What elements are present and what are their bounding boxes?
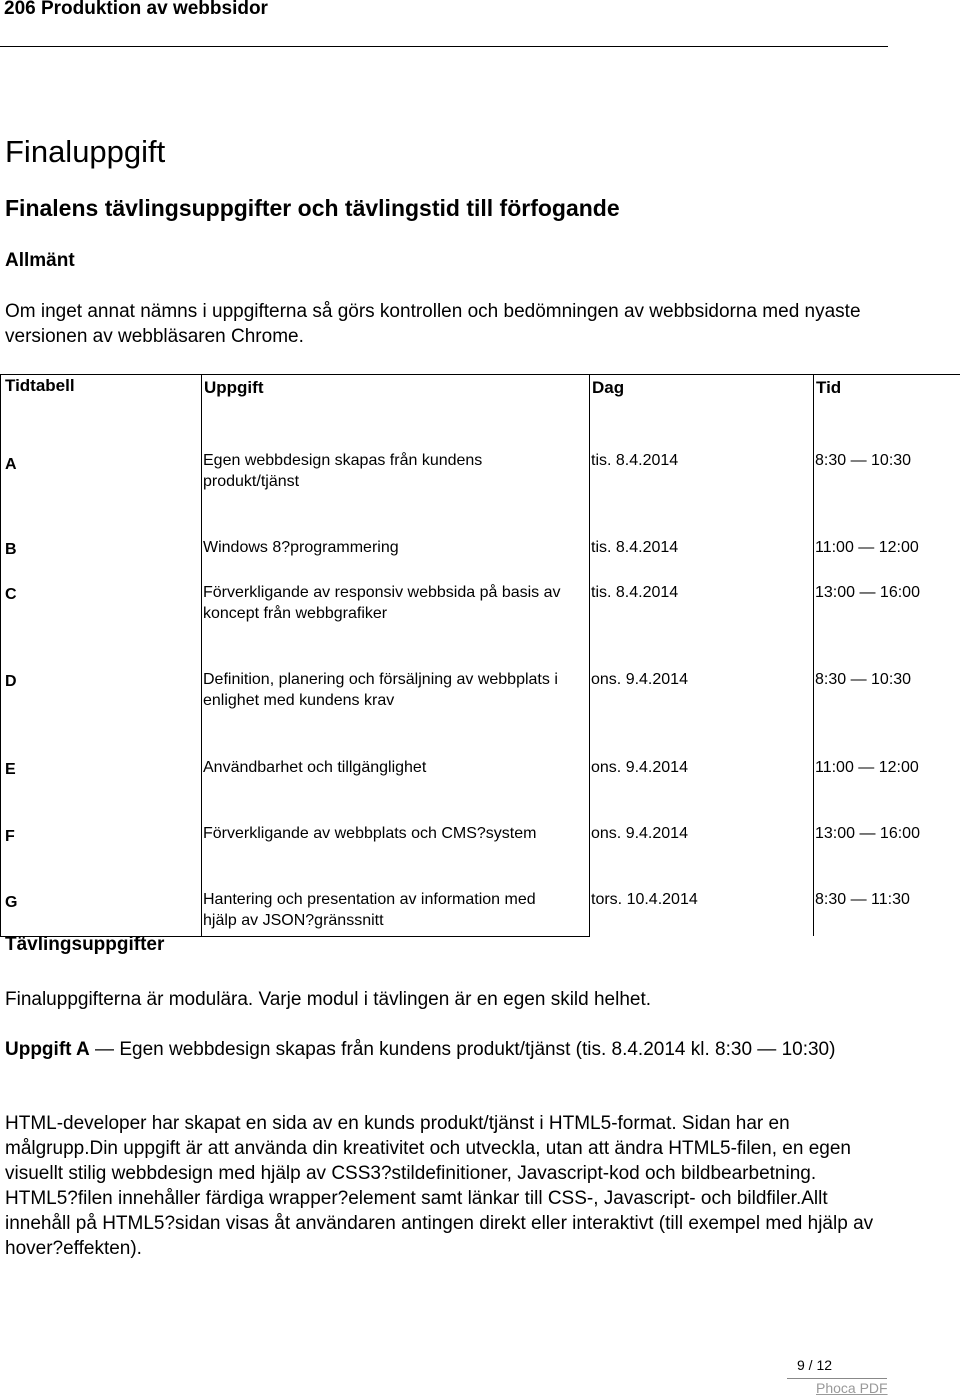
row-task [203, 582, 561, 624]
task-line: hjälp av JSON?gränssnitt [203, 912, 384, 929]
task-line: Förverkligande av webbplats och CMS?system [203, 825, 537, 842]
row-id: D [5, 673, 17, 690]
row-id: B [5, 541, 17, 558]
schedule-table [0, 374, 960, 936]
row-day: ons. 9.4.2014 [591, 759, 688, 776]
header-divider [0, 46, 888, 47]
page-title: Finaluppgift [5, 134, 166, 169]
table-border-top [0, 374, 960, 375]
row-day: tis. 8.4.2014 [591, 539, 679, 556]
task-a-paragraph [5, 1037, 885, 1062]
row-task [203, 537, 399, 558]
intro-paragraph: Om inget annat nämns i uppgifterna så görs kontrollen och bedömningen av webbsidorna med nyaste versionen av webbläsaren Chrome. [5, 301, 861, 347]
row-day: tis. 8.4.2014 [591, 584, 679, 601]
row-day: ons. 9.4.2014 [591, 825, 688, 842]
row-task [203, 823, 536, 844]
col-header-day: Dag [592, 378, 625, 397]
task-line: koncept från webbgrafiker [203, 605, 388, 622]
task-line: produkt/tjänst [203, 473, 300, 490]
task-a-description: HTML-developer har skapat en sida av en kunds produkt/tjänst i HTML5-format. Sidan har en målgrupp.Din uppgift är att använda din kreativitet och utveckla, utan att ändra HTML5-filen, en egen visuellt stilig webbdesign med hjälp av CSS3?stildefinitioner, Javascript-kod och bildbearbetning. HTML5?filen innehåller färdiga wrapper?element samt länkar till CSS-, Javascript- och bildfiler.Allt innehåll på HTML5?sidan visas åt användaren antingen direkt eller interaktivt (till exempel med hjälp av hover?effekten). [5, 1113, 874, 1259]
col-header-time: Tid [816, 378, 842, 397]
col-header-schedule: Tidtabell [5, 376, 75, 395]
task-line: Hantering och presentation av information med [203, 891, 536, 908]
col-header-task: Uppgift [204, 378, 264, 397]
task-line: Användbarhet och tillgänglighet [203, 759, 427, 776]
row-time: 11:00 — 12:00 [815, 539, 919, 556]
task-line: Windows 8?programmering [203, 539, 399, 556]
section-heading-tasks: Tävlingsuppgifter [5, 934, 165, 955]
row-time: 8:30 — 11:30 [815, 891, 910, 908]
table-col-divider [589, 374, 590, 936]
task-line: Förverkligande av responsiv webbsida på basis av [203, 584, 561, 601]
site-title: 206 Produktion av webbsidor [4, 0, 268, 19]
row-id: G [5, 894, 18, 911]
row-task [203, 757, 426, 778]
table-col-divider [813, 374, 814, 936]
row-day: tors. 10.4.2014 [591, 891, 698, 908]
row-time: 13:00 — 16:00 [815, 584, 920, 601]
footer-divider [787, 1378, 887, 1379]
task-line: enlighet med kundens krav [203, 692, 395, 709]
row-task [203, 669, 558, 711]
section-heading-general: Allmänt [5, 250, 75, 271]
subtitle: Finalens tävlingsuppgifter och tävlingstid till förfogande [5, 195, 620, 221]
row-id: A [5, 456, 17, 473]
row-id: C [5, 586, 17, 603]
row-time: 13:00 — 16:00 [815, 825, 920, 842]
table-border-left [0, 374, 1, 936]
task-a-text: — Egen webbdesign skapas från kundens produkt/tjänst (tis. 8.4.2014 kl. 8:30 — 10:30) [89, 1039, 836, 1060]
row-time: 8:30 — 10:30 [815, 671, 912, 688]
row-day: ons. 9.4.2014 [591, 671, 688, 688]
task-line: Definition, planering och försäljning av webbplats i [203, 671, 558, 688]
row-id: E [5, 761, 16, 778]
row-task [203, 889, 536, 931]
row-time: 8:30 — 10:30 [815, 452, 912, 469]
row-time: 11:00 — 12:00 [815, 759, 919, 776]
modular-paragraph: Finaluppgifterna är modulära. Varje modul i tävlingen är en egen skild helhet. [5, 989, 652, 1010]
task-a-label: Uppgift A [5, 1039, 90, 1060]
phoca-pdf-link[interactable]: Phoca PDF [816, 1380, 888, 1396]
row-day: tis. 8.4.2014 [591, 452, 679, 469]
task-line: Egen webbdesign skapas från kundens [203, 452, 483, 469]
row-id: F [5, 828, 15, 845]
row-task [203, 450, 482, 492]
table-col-divider [201, 374, 202, 936]
page-number: 9 / 12 [797, 1357, 833, 1373]
